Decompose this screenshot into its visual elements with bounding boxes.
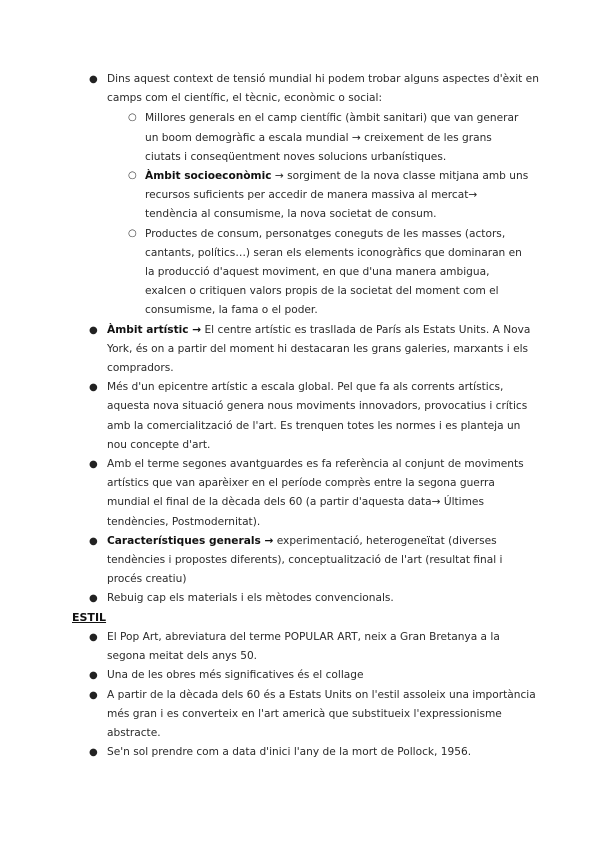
sub-bullet-icon: ○: [128, 227, 137, 239]
bullet-list-context: [0, 70, 600, 609]
bullet-icon: ●: [89, 382, 98, 394]
list-item: [0, 70, 600, 108]
list-item: [0, 321, 600, 379]
bullet-icon: ●: [89, 74, 98, 85]
list-item: [0, 743, 600, 762]
list-item-text: El Pop Art, abreviatura del terme POPULAR ART, neix a Gran Bretanya a la segona meitat dels anys 50.: [107, 631, 500, 663]
bullet-icon: ●: [89, 324, 98, 336]
bullet-icon: ●: [89, 689, 98, 701]
bullet-icon: ●: [89, 459, 98, 471]
list-item: [0, 532, 600, 590]
list-item: [0, 455, 600, 532]
bold-term: Àmbit artístic →: [107, 323, 202, 336]
list-item: [0, 666, 600, 685]
bold-term: Característiques generals →: [107, 534, 274, 547]
list-item-text: → sorgiment de la nova classe mitjana amb uns recursos suficients per accedir de manera massiva al mercat→ tendència al consumisme, la nova societat de consum.: [145, 170, 529, 221]
list-item-text: Rebuig cap els materials i els mètodes convencionals.: [107, 592, 394, 605]
bullet-icon: ●: [89, 535, 98, 547]
list-item-text: Una de les obres més significatives és el collage: [107, 669, 364, 682]
list-item: [0, 628, 600, 666]
list-item-text: experimentació, heterogeneïtat (diverses tendències i propostes diferents), conceptualització de l'art (resultat final i procés creatiu): [107, 534, 503, 586]
list-item-text: A partir de la dècada dels 60 és a Estats Units on l'estil assoleix una importància més gran i es converteix en l'art americà que substitueix l'expressionisme abstracte.: [107, 688, 536, 740]
list-item: [0, 378, 600, 455]
sub-bullet-icon: ○: [128, 170, 137, 182]
sub-list-item: [0, 225, 600, 321]
list-item: [0, 589, 600, 608]
list-item-text: Amb el terme segones avantguardes es fa referència al conjunt de moviments artístics que van aparèixer en el període comprès entre la segona guerra mundial el final de la dècada dels 60 (a partir d'aquesta data→ Últimes tendències, Postmodernitat).: [107, 458, 524, 528]
bullet-icon: ●: [89, 593, 98, 605]
sub-bullet-icon: ○: [128, 112, 137, 124]
list-item-text: Més d'un epicentre artístic a escala global. Pel que fa als corrents artístics, aquesta nova situació genera nous moviments innovadors, provocatius i crítics amb la comercialització de l'art. Es trenquen totes les normes i es planteja un nou concepte d'art.: [107, 381, 528, 451]
list-item-text: Productes de consum, personatges coneguts de les masses (actors, cantants, polítics…) seran els elements iconogràfics que dominaran en la producció d'aquest moviment, en que d'una manera ambigua, exalcen o critiquen valors propis de la societat del moment com el consumisme, la fama o el poder.: [145, 227, 522, 317]
sub-list-item: [0, 109, 600, 167]
list-item-text: Se'n sol prendre com a data d'inici l'any de la mort de Pollock, 1956.: [107, 746, 472, 759]
bullet-icon: ●: [89, 747, 98, 759]
sub-list-item: [0, 167, 600, 225]
section-heading: ESTIL: [72, 611, 107, 624]
bullet-list-estil: [0, 628, 600, 762]
list-item-text: Millores generals en el camp científic (àmbit sanitari) que van generar un boom demogràfic a escala mundial → creixement de les grans ciutats i conseqüentment noves solucions urbanístiques.: [145, 112, 519, 163]
bold-term: Àmbit socioeconòmic: [145, 170, 272, 183]
list-item: [0, 686, 600, 744]
list-item-text: El centre artístic es trasllada de París als Estats Units. A Nova York, és on a partir del moment hi destacaran les grans galeries, marxants i els compradors.: [107, 323, 531, 375]
bullet-icon: ●: [89, 632, 98, 643]
list-item-text: Dins aquest context de tensió mundial hi podem trobar alguns aspectes d'èxit en camps com el científic, el tècnic, econòmic o social:: [107, 73, 539, 105]
bullet-icon: ●: [89, 670, 98, 682]
